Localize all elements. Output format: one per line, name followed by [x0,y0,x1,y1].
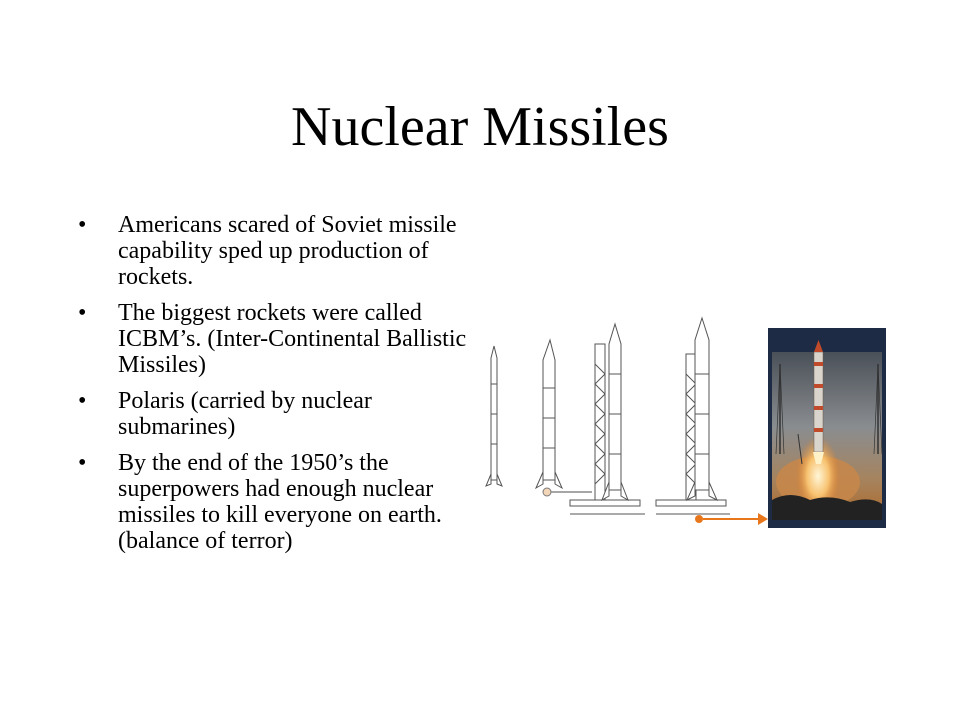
bullet-text: By the end of the 1950’s the superpowers had enough nuclear missiles to kill everyone on earth. (balance of terror) [118,450,442,554]
missile-icon [602,324,628,500]
bullet-icon: • [78,300,87,326]
bullet-list [78,212,478,564]
missile-icon [536,340,562,488]
bullet-text: The biggest rockets were called ICBM’s. (Inter-Continental Ballistic Missiles) [118,300,467,378]
slide-title: Nuclear Missiles [291,96,669,158]
pointer-dot-icon [695,515,703,523]
rocket-launch-illustration [480,314,890,534]
bullet-item [78,450,478,554]
bullet-item [78,212,478,290]
bullet-item [78,388,478,440]
bullet-icon: • [78,388,87,414]
bullet-icon: • [78,450,87,476]
bullet-text: Americans scared of Soviet missile capability sped up production of rockets. [118,212,457,290]
pointer-dot-icon [543,488,551,496]
bullet-text: Polaris (carried by nuclear submarines) [118,388,372,440]
bullet-item [78,300,478,378]
missile-icon [486,346,502,486]
launch-photo [768,328,886,528]
bullet-icon: • [78,212,87,238]
arrow-head-icon [758,513,768,525]
